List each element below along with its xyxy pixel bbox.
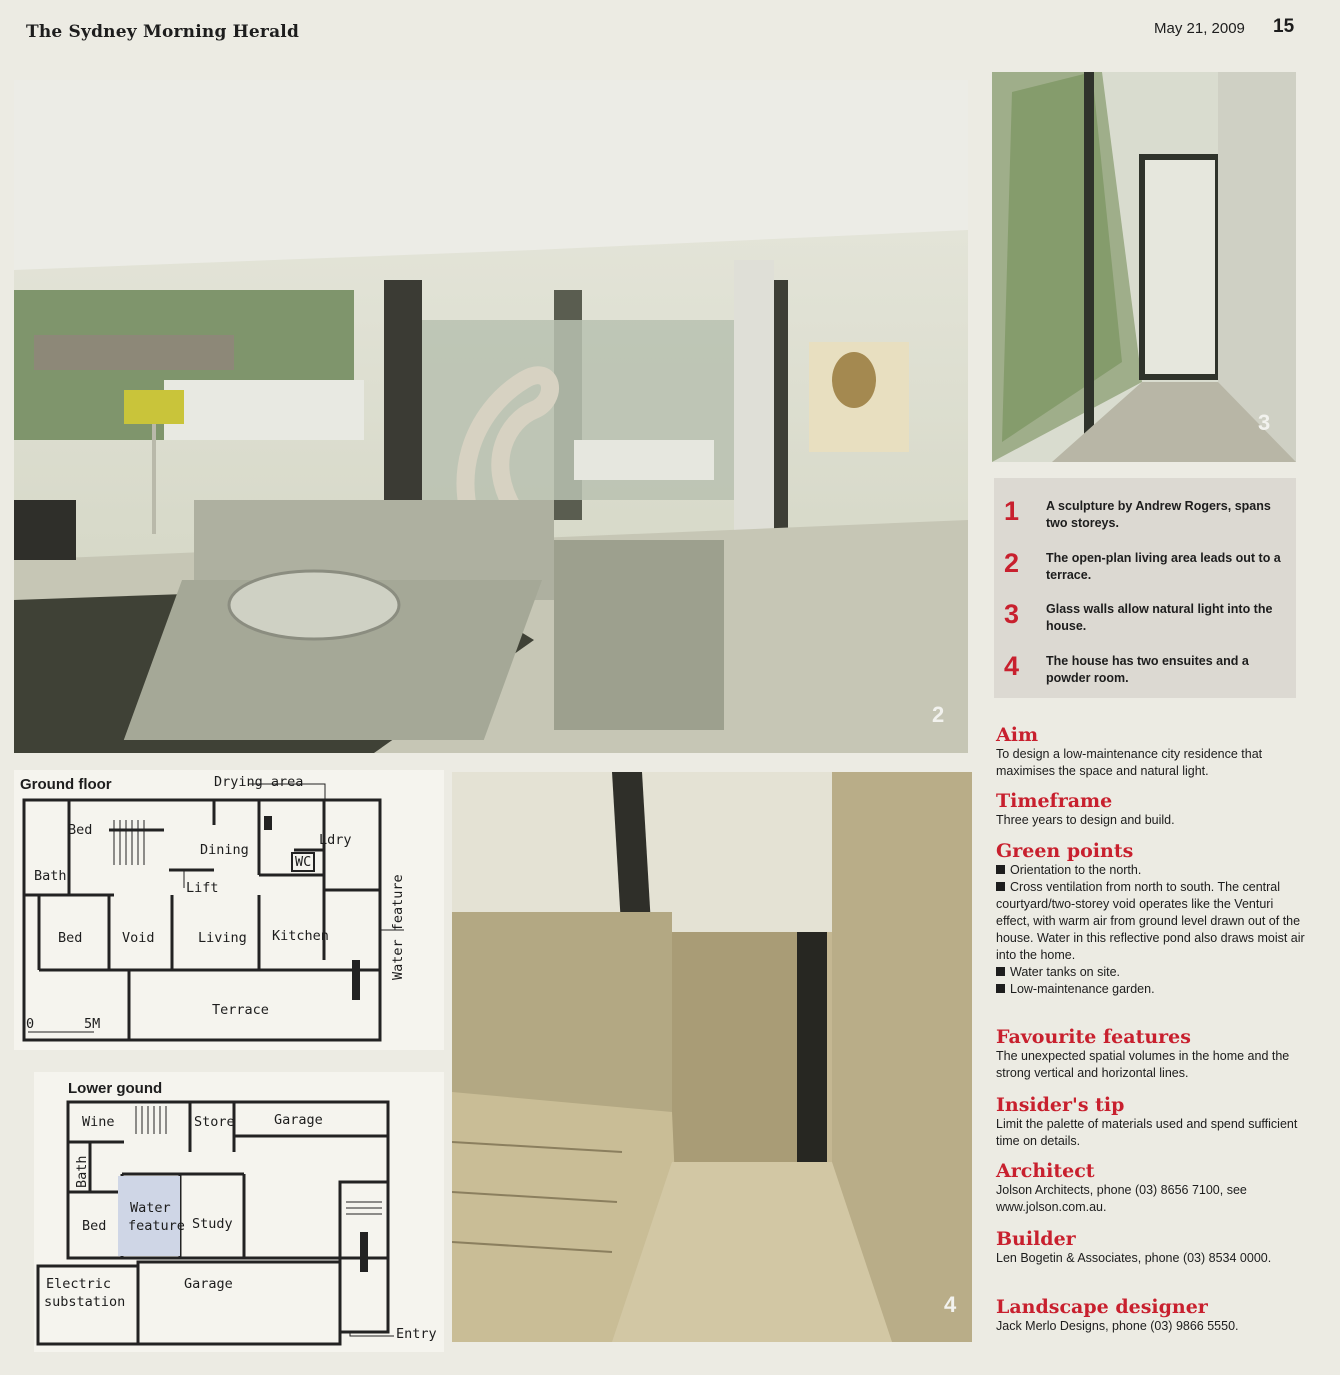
living-area-photo [14,80,968,753]
bullet-icon [996,984,1005,993]
ground-floor-title: Ground floor [20,776,112,793]
aim-section [996,724,1306,780]
photo-number-3: 3 [1258,410,1271,435]
timeframe-text: Three years to design and build. [996,813,1175,827]
aim-text: To design a low-maintenance city residence that maximises the space and natural light. [996,747,1263,778]
room-terrace: Terrace [212,1002,269,1018]
room-living: Living [198,930,247,946]
bathroom-photo [452,772,972,1342]
builder-text: Len Bogetin & Associates, phone (03) 8534 0000. [996,1251,1272,1265]
lower-ground-title: Lower gound [68,1080,163,1097]
room-store: Store [194,1114,235,1130]
caption-text: The house has two ensuites and a powder room. [1046,654,1249,685]
caption-number: 4 [1004,651,1020,681]
insiders-tip-heading: Insider's tip [996,1094,1125,1116]
caption-number: 2 [1004,548,1020,578]
builder-section [996,1228,1306,1267]
scale-zero: 0 [26,1016,35,1032]
caption-text: The open-plan living area leads out to a terrace. [1046,551,1281,582]
room-garage: Garage [274,1112,323,1128]
room-bath: Bath [34,868,67,884]
ground-floor-plan [14,770,444,1050]
landscape-text: Jack Merlo Designs, phone (03) 9866 5550. [996,1319,1239,1333]
water-feature-line1: Water [130,1200,171,1216]
room-bed: Bed [82,1218,107,1234]
caption-number: 3 [1004,599,1020,629]
green-point-item: Orientation to the north. [996,862,1306,879]
scale-five-metres: 5M [84,1016,101,1032]
room-bed: Bed [58,930,83,946]
caption-text: Glass walls allow natural light into the house. [1046,602,1273,633]
favourite-features-section [996,1026,1306,1082]
builder-heading: Builder [996,1228,1076,1250]
page-number: 15 [1273,16,1295,37]
green-point-item: Cross ventilation from north to south. The central courtyard/two-storey void operates like the Venturi effect, with warm air from ground level drawn out of the house. Water in this reflective pond also draws moist air into the home. [996,880,1305,962]
glass-corridor-photo [992,72,1296,462]
room-wine: Wine [82,1114,115,1130]
room-void: Void [122,930,155,946]
electric-line1: Electric [46,1276,112,1292]
electric-line2: substation [44,1294,126,1310]
entry-label: Entry [396,1326,437,1342]
bullet-icon [996,865,1005,874]
room-lift: Lift [186,880,219,896]
water-feature-label: Water feature [390,874,406,980]
insiders-tip-section [996,1094,1306,1150]
insiders-tip-text: Limit the palette of materials used and spend sufficient time on details. [996,1117,1298,1148]
lower-ground-plan [34,1072,444,1352]
room-wc: WC [291,852,315,872]
room-laundry: Ldry [319,832,352,848]
bullet-icon [996,967,1005,976]
aim-heading: Aim [996,724,1039,746]
architect-heading: Architect [996,1160,1095,1182]
timeframe-heading: Timeframe [996,790,1113,812]
masthead: The Sydney Morning Herald [26,22,300,42]
photo-number-4: 4 [944,1292,957,1317]
green-point-item: Low-maintenance garden. [996,981,1306,998]
caption-text: A sculpture by Andrew Rogers, spans two storeys. [1046,499,1271,530]
room-kitchen: Kitchen [272,928,329,944]
room-bed: Bed [68,822,93,838]
green-points-section [996,840,1306,998]
issue-date: May 21, 2009 [1154,20,1245,37]
timeframe-section [996,790,1306,829]
green-points-heading: Green points [996,840,1134,862]
green-point-item: Water tanks on site. [996,964,1306,981]
architect-text: Jolson Architects, phone (03) 8656 7100, see www.jolson.com.au. [996,1183,1247,1214]
favourite-features-text: The unexpected spatial volumes in the home and the strong vertical and horizontal lines. [996,1049,1290,1080]
landscape-heading: Landscape designer [996,1296,1208,1318]
captions-box [994,478,1296,698]
landscape-section [996,1296,1306,1335]
bullet-icon [996,882,1005,891]
room-garage: Garage [184,1276,233,1292]
architect-section [996,1160,1306,1216]
photo-number-2: 2 [932,702,945,727]
favourite-features-heading: Favourite features [996,1026,1191,1048]
room-dining: Dining [200,842,249,858]
room-study: Study [192,1216,233,1232]
water-feature-line2: feature [128,1218,185,1234]
caption-number: 1 [1004,496,1020,526]
room-drying-area: Drying area [214,774,304,790]
room-bath: Bath [74,1155,90,1188]
